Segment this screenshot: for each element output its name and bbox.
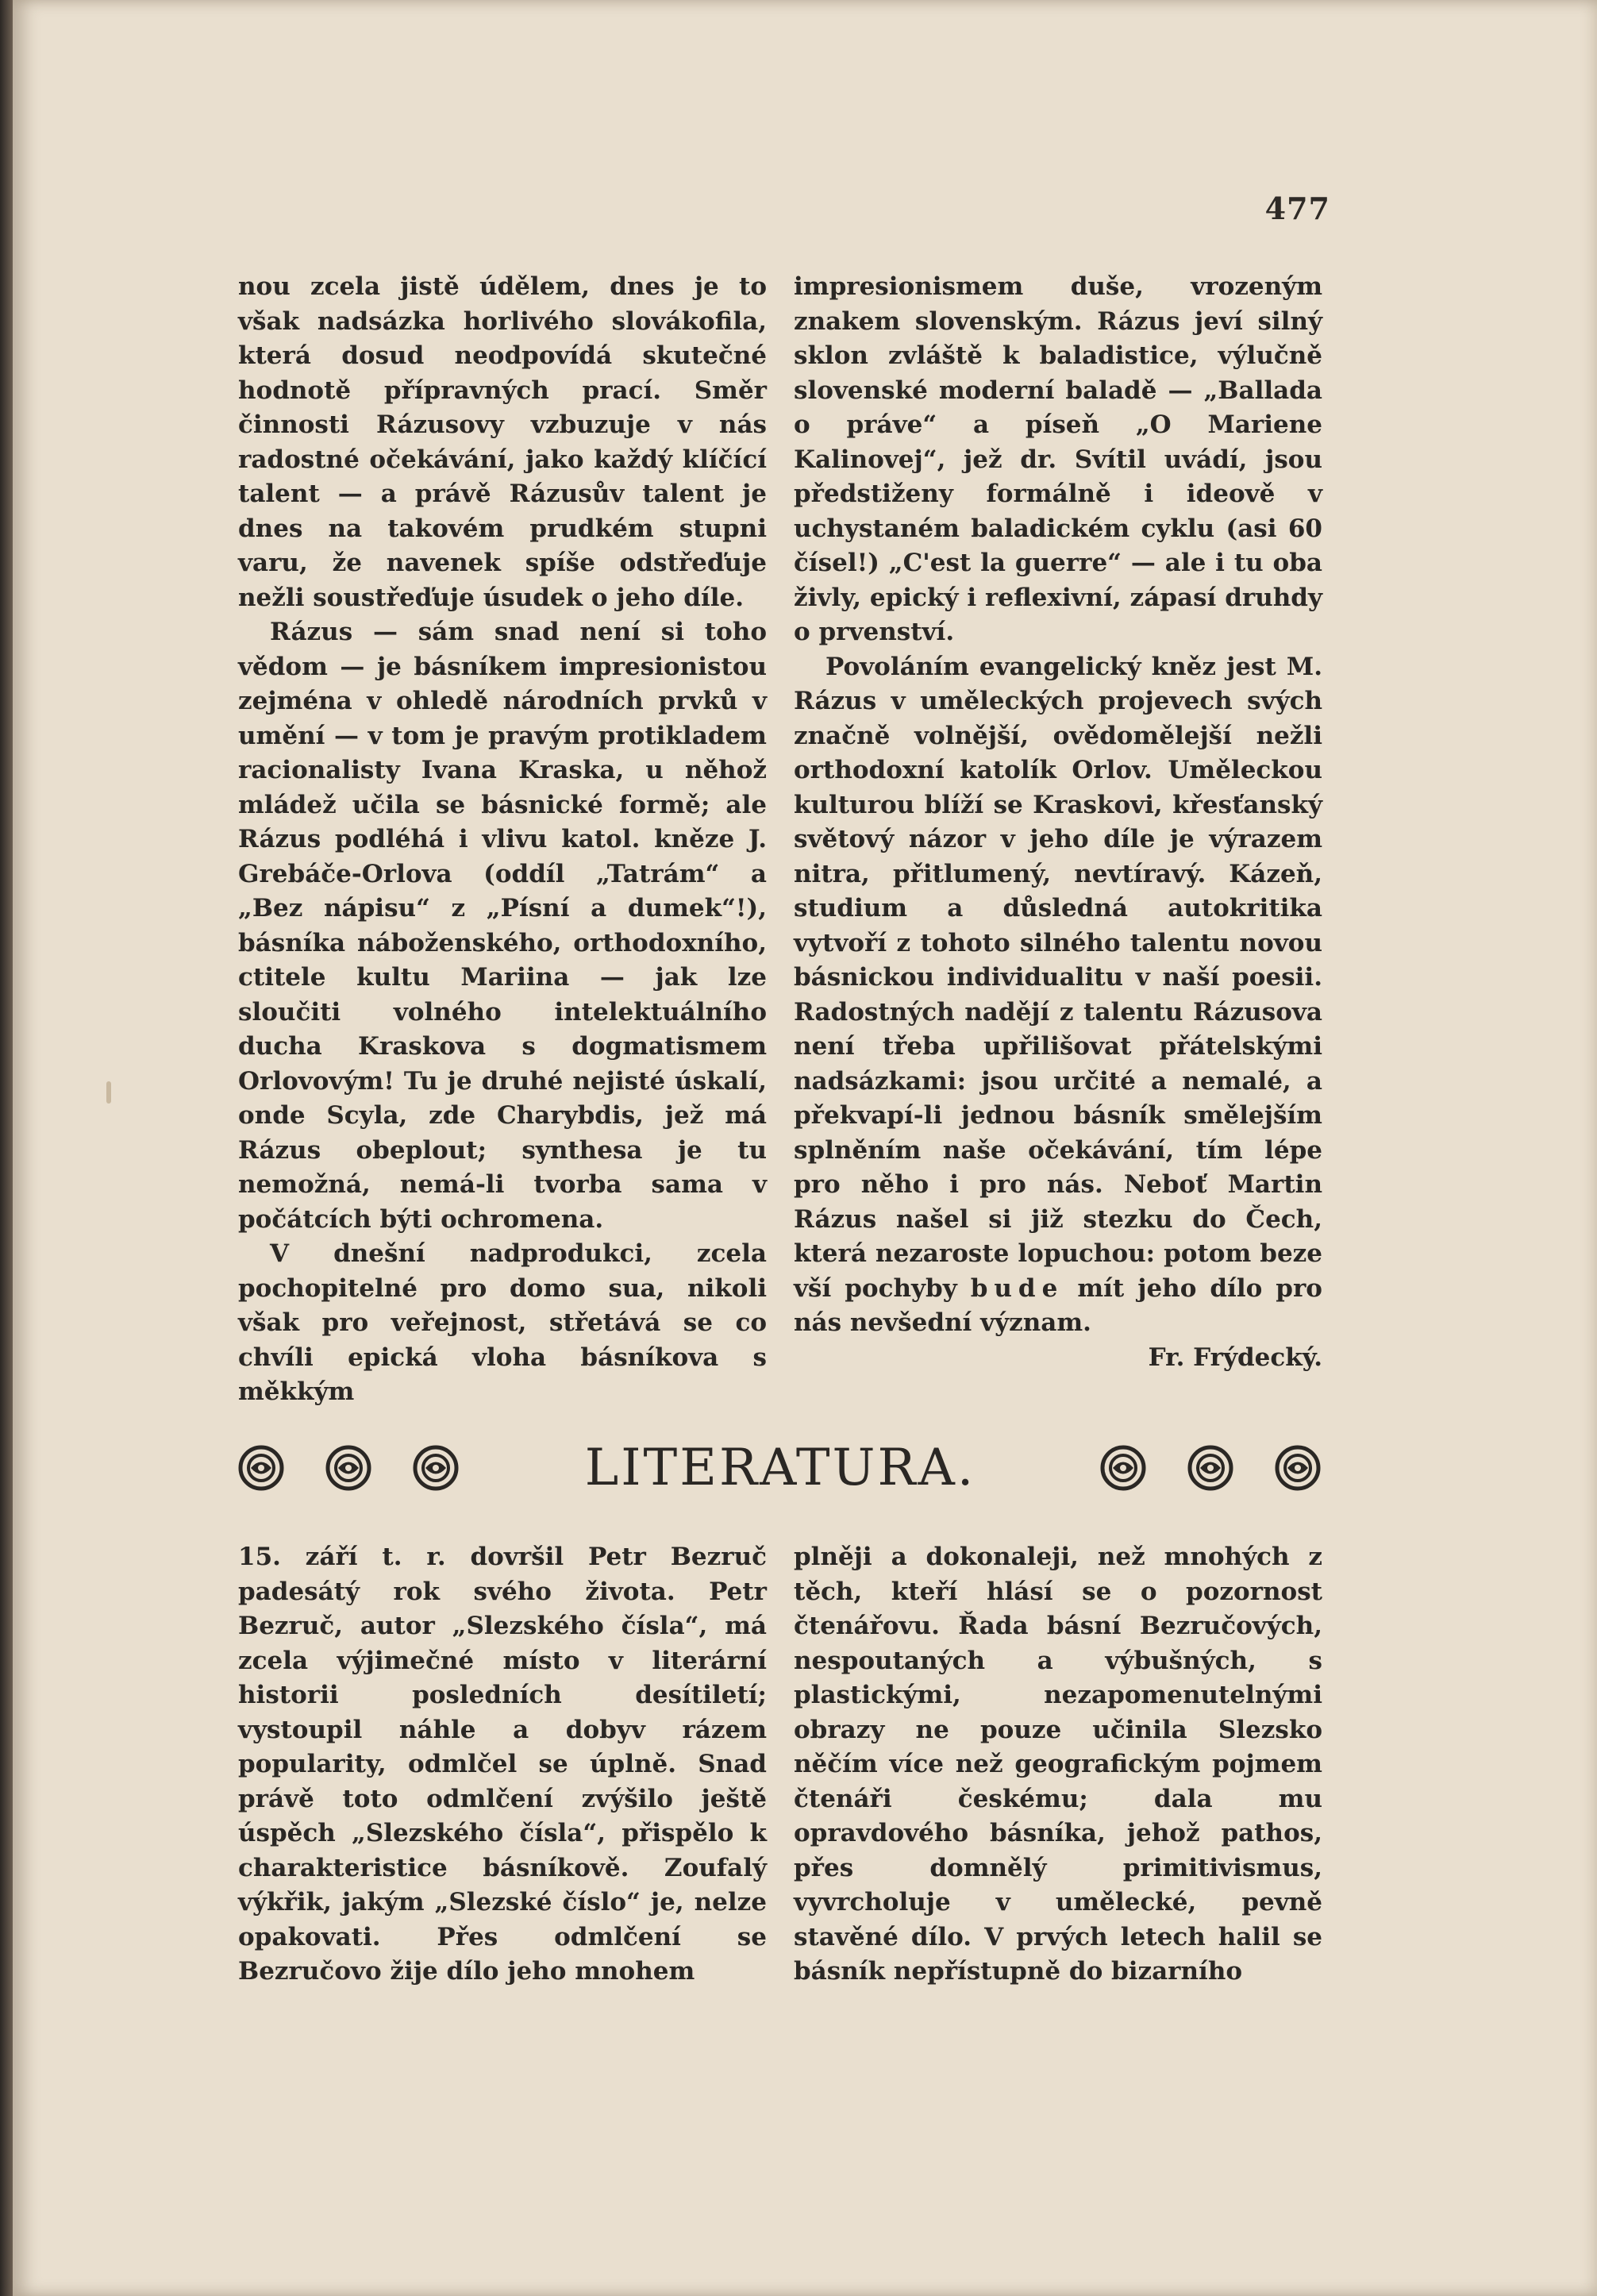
rosette-ornament-icon — [325, 1445, 371, 1491]
book-page — [13, 0, 1597, 2296]
literatura-column-right — [794, 1540, 1322, 1990]
review-paragraph-5 — [794, 650, 1322, 1341]
emphasized-word: bude — [970, 1273, 1064, 1303]
literatura-column-left — [238, 1540, 767, 1990]
review-paragraph-5-end: mít jeho dílo pro nás nevšední význam. — [794, 1273, 1322, 1337]
page-number: 477 — [1264, 191, 1330, 226]
review-column-right — [794, 270, 1322, 1375]
review-paragraph-3: V dnešní nadprodukci, zcela pochopitelné pro domo sua, nikoli však pro veřejnost, střetává se co chvíli epická vloha básníkova s měkkým — [238, 1239, 767, 1406]
section-heading: LITERATURA. — [584, 1439, 976, 1497]
review-paragraph-1: nou zcela jistě údělem, dnes je to však nadsázka horlivého slovákofila, která dosud neodpovídá skutečné hodnotě přípravných prací. Směr činnosti Rázusovy vzbuzuje v nás radostné očekávání, jako každý klíčící talent — a právě Rázusův talent je dnes na takovém prudkém stupni varu, že navenek spíše odstřeďuje nežli soustřeďuje úsudek o jeho díle. — [238, 272, 767, 612]
page-blemish — [106, 1081, 111, 1104]
rosette-ornament-icon — [413, 1445, 459, 1491]
review-column-left — [238, 270, 767, 1410]
rosette-ornament-icon — [1275, 1445, 1321, 1491]
review-signature: Fr. Frýdecký. — [1148, 1343, 1322, 1372]
review-paragraph-4: impresionismem duše, vrozeným znakem slovenským. Rázus jeví silný sklon zvláště k baladistice, výlučně slovenské moderní baladě — „Ballada o práve“ a píseň „O Mariene Kalinovej“, jež dr. Svítil uvádí, jsou předstiženy formálně i ideově v uchystaném baladickém cyklu (asi 60 čísel!) „C'est la guerre“ — ale i tu oba živly, epický i reflexivní, zápasí druhdy o prvenství. — [794, 272, 1322, 646]
section-heading-row — [238, 1437, 1322, 1508]
review-paragraph-2: Rázus — sám snad není si toho vědom — je básníkem impresionistou zejména v ohledě národních prvků v umění — v tom je pravým protikladem racionalisty Ivana Kraska, u něhož mládež učila se básnické formě; ale Rázus podléhá i vlivu katol. kněze J. Grebáče-Orlova (oddíl „Tatrám“ a „Bez nápisu“ z „Písní a dumek“!), básníka náboženského, orthodoxního, ctitele kultu Mariina — jak lze sloučiti volného intelektuálního ducha Kraskova s dogmatismem Orlovovým! Tu je druhé nejisté úskalí, onde Scyla, zde Charybdis, jež má Rázus obeplout; synthesa je tu nemožná, nemá-li tvorba sama v počátcích býti ochromena. — [238, 618, 767, 1234]
book-binding-edge — [0, 0, 13, 2296]
literatura-paragraph-2: plněji a dokonaleji, než mnohých z těch, kteří hlásí se o pozornost čtenářovu. Řada básní Bezručových, nespoutaných a výbušných, s plastickými, nezapomenutelnými obrazy ne pouze učinila Slezsko něčím více než geografickým pojmem čtenáři českému; dala mu opravdového básníka, jehož pathos, přes domnělý primitivismus, vyvrcholuje v umělecké, pevně stavěné dílo. V prvých letech halil se básník nepřístupně do bizarního — [794, 1543, 1322, 1986]
rosette-ornament-icon — [1187, 1445, 1233, 1491]
rosette-ornament-icon — [238, 1445, 284, 1491]
review-paragraph-5-text: Povoláním evangelický kněz jest M. Rázus v uměleckých projevech svých značně volnější, ovědomělejší nežli orthodoxní katolík Orlov. Uměleckou kulturou blíží se Kraskovi, křesťanský světový názor v jeho díle je výrazem nitra, přitlumený, nevtíravý. Kázeň, studium a důsledná autokritika vytvoří z tohoto silného talentu novou básnickou individualitu v naší poesii. Radostných nadějí z talentu Rázusova není třeba upřilišovat přátelskými nadsázkami: jsou určité a nemalé, a překvapí-li jednou básník smělejším splněním naše očekávání, tím lépe pro něho i pro nás. Neboť Martin Rázus našel si již stezku do Čech, která nezaroste lopuchou: potom beze vší pochyby — [794, 652, 1322, 1303]
rosette-ornament-icon — [1100, 1445, 1146, 1491]
literatura-paragraph-1: 15. září t. r. dovršil Petr Bezruč padesátý rok svého života. Petr Bezruč, autor „Slezského čísla“, má zcela výjimečné místo v literární historii posledních desítiletí; vystoupil náhle a dobyv rázem popularity, odmlčel se úplně. Snad právě toto odmlčení zvýšilo ještě úspěch „Slezského čísla“, přispělo k charakteristice básníkově. Zoufalý výkřik, jakým „Slezské číslo“ je, nelze opakovati. Přes odmlčení se Bezručovo žije dílo jeho mnohem — [238, 1543, 767, 1986]
